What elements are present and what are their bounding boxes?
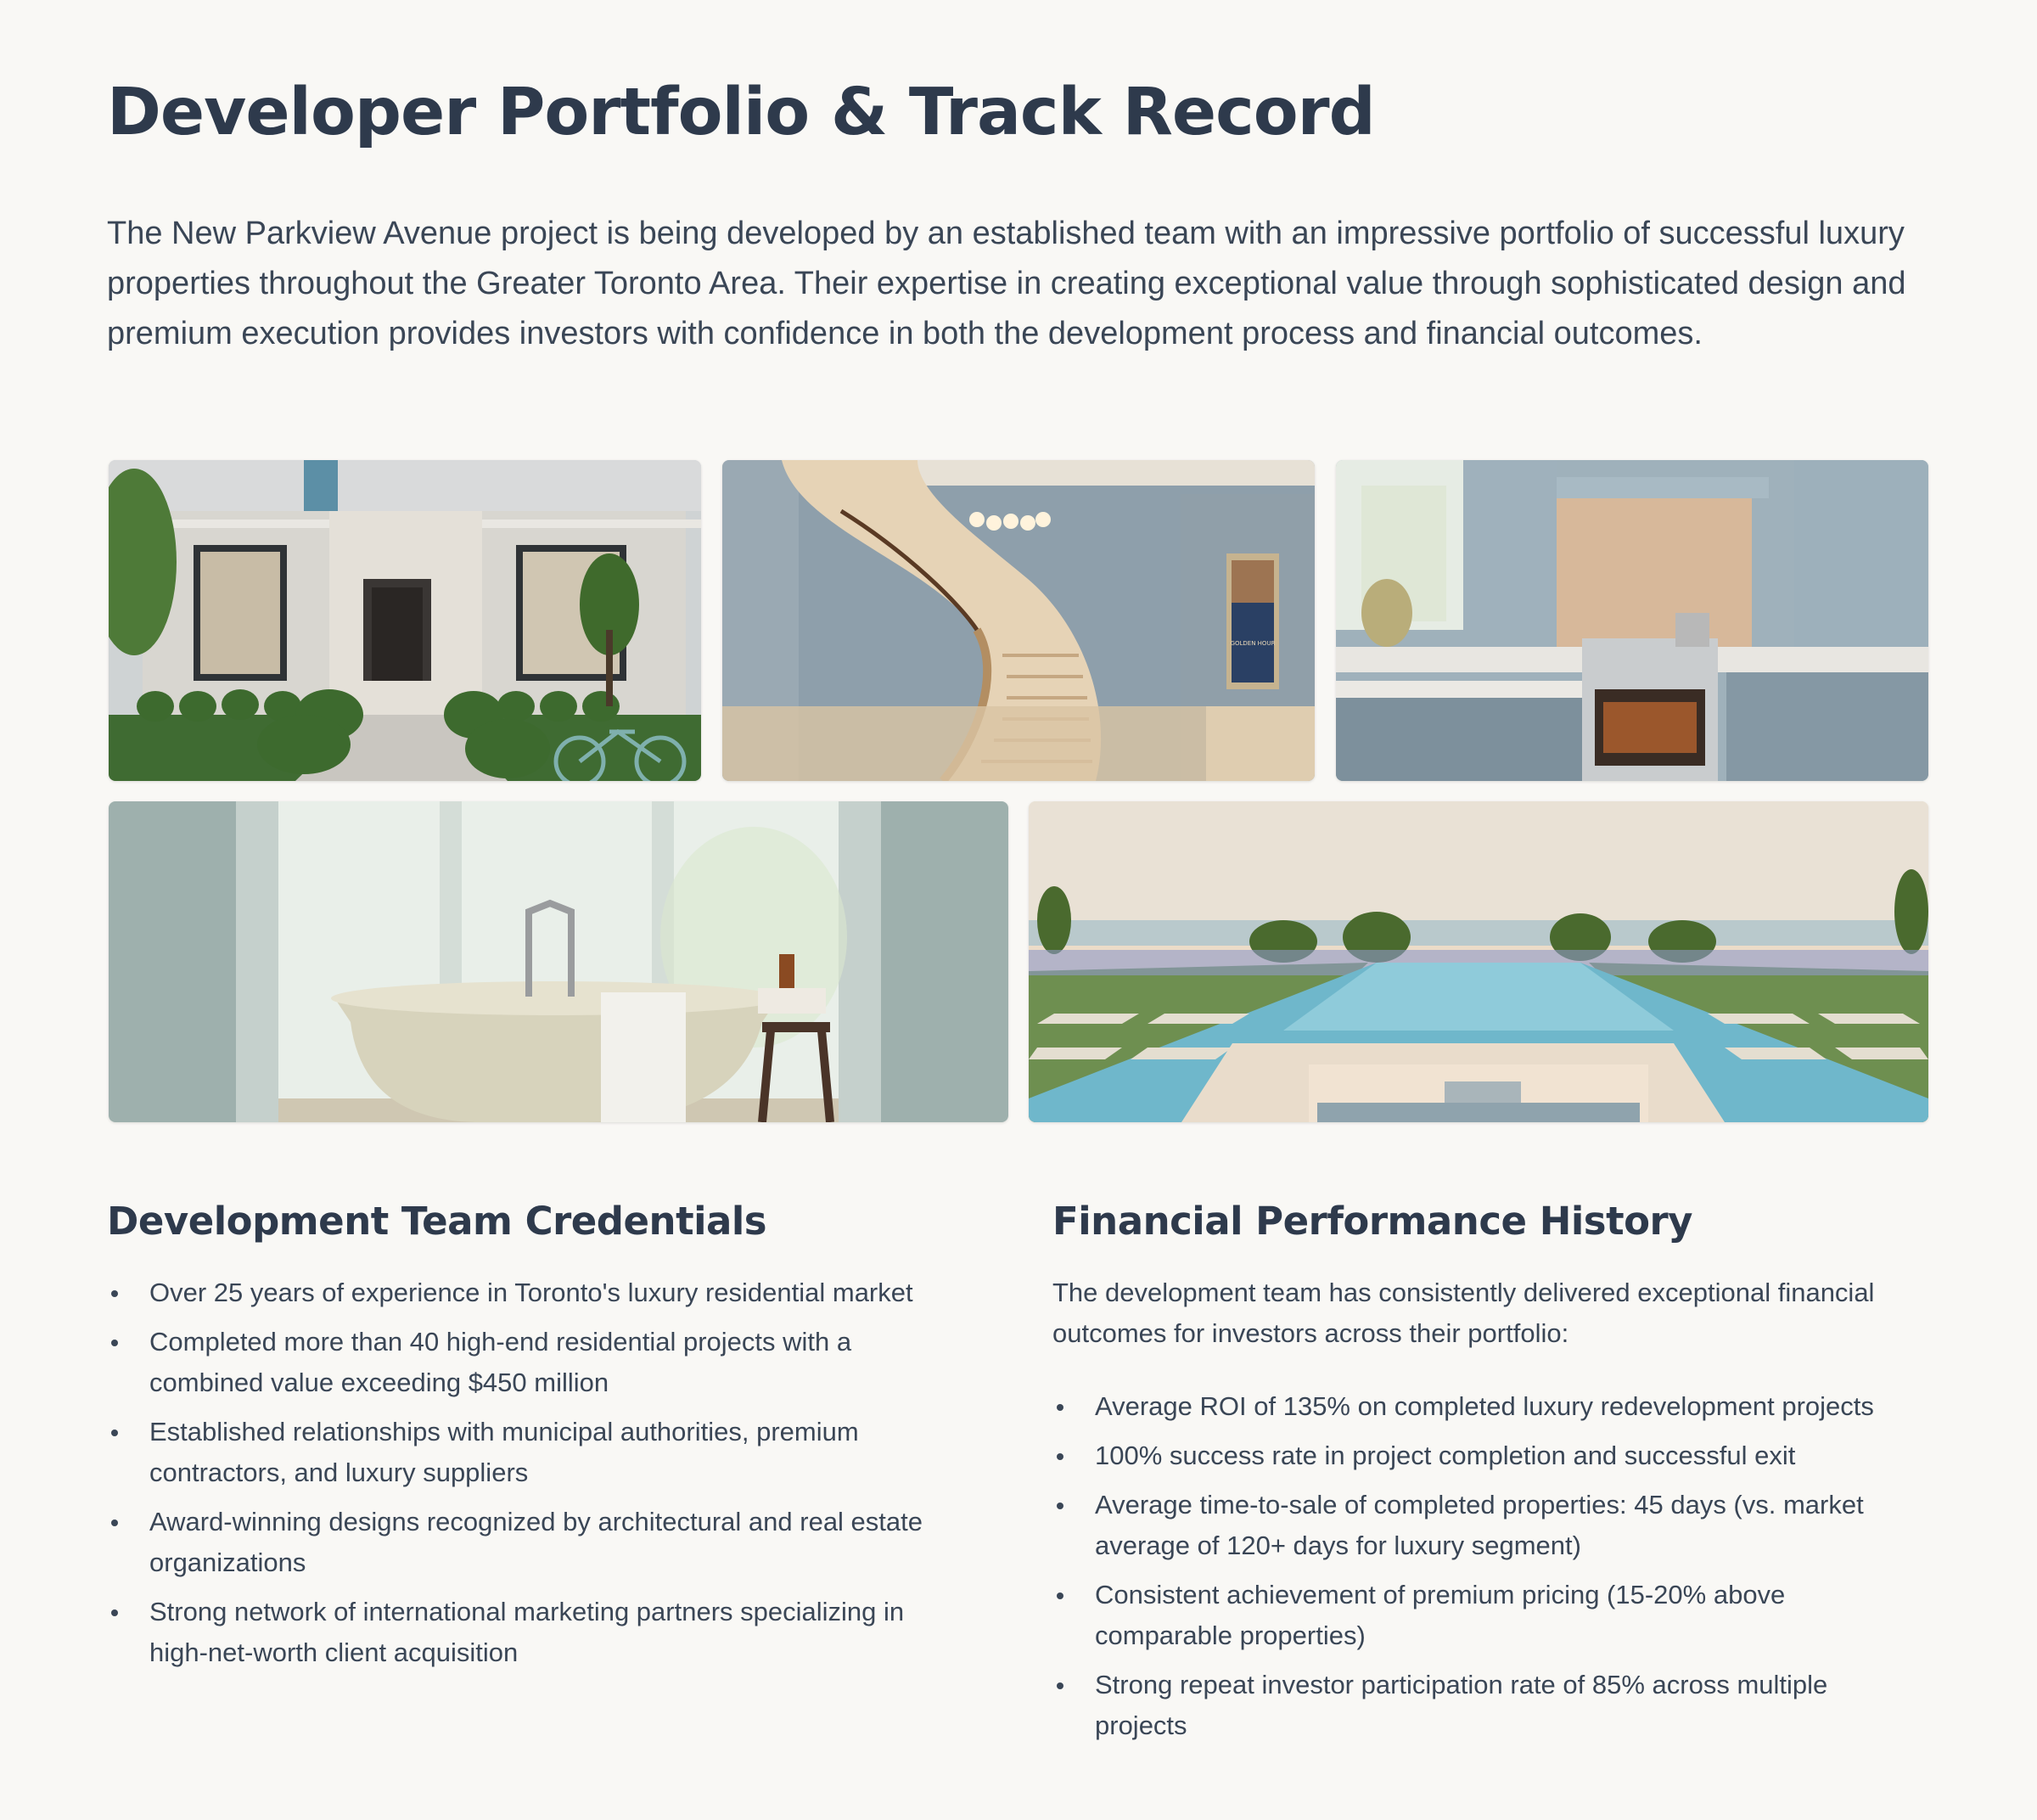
financial-intro: The development team has consistently delivered exceptional financial outcomes for investors across their portfolio: <box>1052 1278 1875 1348</box>
list-item: Consistent achievement of premium pricing (15-20% above comparable properties) <box>1052 1575 1927 1656</box>
credentials-list <box>107 1272 947 1673</box>
financial-section <box>1052 1199 1927 1755</box>
list-item: Award-winning designs recognized by architectural and real estate organizations <box>107 1502 947 1583</box>
pool-photo <box>1029 801 1928 1122</box>
list-item: Strong repeat investor participation rate of 85% across multiple projects <box>1052 1665 1927 1746</box>
house-exterior-photo <box>109 460 701 781</box>
bathroom-photo <box>109 801 1008 1122</box>
list-item: Over 25 years of experience in Toronto's luxury residential market <box>107 1272 947 1313</box>
list-item: Completed more than 40 high-end residential projects with a combined value exceeding $450 million <box>107 1322 947 1403</box>
staircase-photo <box>722 460 1315 781</box>
list-item: Average time-to-sale of completed properties: 45 days (vs. market average of 120+ days for luxury segment) <box>1052 1485 1927 1566</box>
list-item: Established relationships with municipal authorities, premium contractors, and luxury suppliers <box>107 1412 947 1493</box>
list-item: 100% success rate in project completion and successful exit <box>1052 1435 1927 1476</box>
intro-paragraph: The New Parkview Avenue project is being developed by an established team with an impressive portfolio of successful luxury properties throughout the Greater Toronto Area. Their expertise in creating exceptional value through sophisticated design and premium execution provides investors with confidence in both the development process and financial outcomes. <box>107 216 1906 351</box>
financial-heading: Financial Performance History <box>1052 1199 1693 1244</box>
list-item: Strong network of international marketing partners specializing in high-net-worth client acquisition <box>107 1592 947 1673</box>
financial-list <box>1052 1386 1927 1746</box>
poster-text: GOLDEN HOUR <box>1230 640 1276 647</box>
credentials-heading: Development Team Credentials <box>107 1199 767 1244</box>
kitchen-photo <box>1336 460 1928 781</box>
list-item: Average ROI of 135% on completed luxury redevelopment projects <box>1052 1386 1927 1427</box>
credentials-section <box>107 1199 947 1682</box>
page-title: Developer Portfolio & Track Record <box>107 75 1375 150</box>
